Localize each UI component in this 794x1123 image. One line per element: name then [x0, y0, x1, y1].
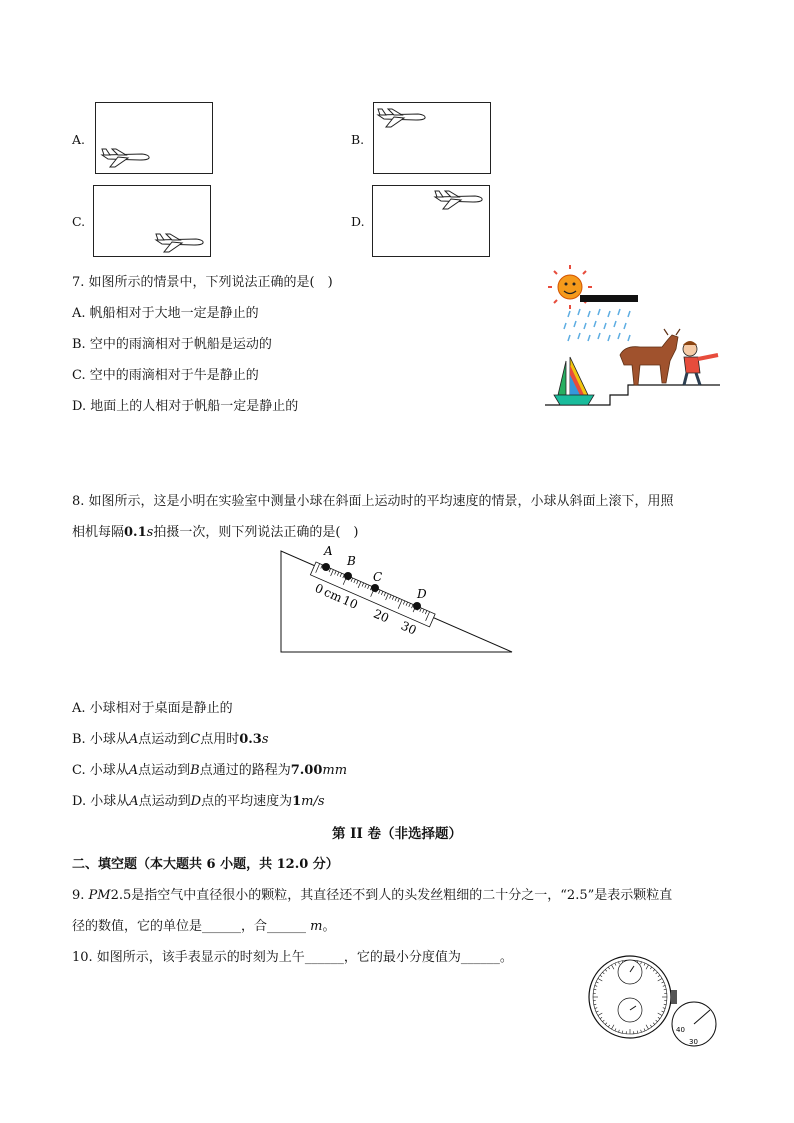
q9-l2-mid: ，合: [241, 919, 268, 934]
q8-d-mid: 点运动到: [138, 794, 191, 809]
q8-b-mid: 点运动到: [138, 732, 191, 747]
q8-stem-line2: [72, 521, 358, 540]
cloud-icon: [580, 295, 638, 302]
q7-option-d: D. 地面上的人相对于帆船一定是静止的: [72, 399, 299, 414]
q9-blank-1[interactable]: ______: [202, 919, 242, 934]
option-c-label: C.: [72, 214, 86, 229]
option-b-frame: [373, 102, 491, 174]
q10-mid: ，它的最小分度值为: [343, 950, 461, 965]
option-d-frame: [372, 185, 490, 257]
airplane-icon: [96, 103, 212, 173]
q7-option-b: B. 空中的雨滴相对于帆船是运动的: [72, 337, 272, 352]
q8-option-b: [72, 728, 269, 747]
section-2-title: 第 II 卷（非选择题）: [331, 826, 463, 842]
dial-label-40: 40: [676, 1026, 685, 1034]
q8-c-mid: 点运动到: [138, 763, 191, 778]
q8-c-unit: mm: [322, 763, 348, 778]
q9-pm: PM: [88, 888, 111, 903]
q9-line1: [72, 884, 672, 903]
q8-d-point2: D: [190, 794, 202, 809]
q8-c-point2: B: [190, 763, 200, 778]
q8-c-pre: C. 小球从: [72, 763, 129, 778]
q8-d-point1: A: [129, 794, 139, 809]
ruler-unit-label: cm: [321, 584, 345, 606]
q10-blank-1[interactable]: ______: [304, 950, 344, 965]
q8-b-pre: B. 小球从: [72, 732, 129, 747]
option-a-frame: [95, 102, 213, 174]
q10-blank-2[interactable]: ______: [460, 950, 500, 965]
q8-option-d: [72, 790, 325, 809]
q7-scene-figure: [540, 265, 725, 420]
q8-incline-figure: [278, 543, 518, 658]
option-a-label: A.: [72, 132, 86, 147]
ruler-tick-30: 30: [398, 618, 419, 638]
q8-option-c: [72, 759, 347, 778]
dial-label-30: 30: [689, 1038, 698, 1046]
sailboat-icon: [554, 357, 594, 405]
q9-unit: m: [310, 919, 323, 934]
q8-option-a: A. 小球相对于桌面是静止的: [72, 701, 233, 716]
q9-line2: [72, 915, 336, 934]
ball-d: [413, 602, 421, 610]
q10-line: [72, 946, 513, 965]
q8-d-unit: m/s: [301, 794, 325, 809]
q10-pre: 10. 如图所示，该手表显示的时刻为上午: [72, 950, 305, 965]
q10-end: 。: [499, 950, 513, 965]
q8-b-point2: C: [190, 732, 201, 747]
q8-c-value: 7.00: [290, 763, 323, 778]
q8-stem-post: 拍摄一次，则下列说法正确的是( ): [153, 525, 359, 540]
q8-d-value: 1: [292, 794, 302, 809]
q9-l2-pre: 径的数值，它的单位是: [72, 919, 203, 934]
ruler-tick-10: 10: [340, 592, 360, 612]
q8-b-unit: s: [261, 732, 269, 747]
option-b-label: B.: [351, 132, 365, 147]
stopwatch-icon: [589, 956, 677, 1038]
q8-d-pre: D. 小球从: [72, 794, 130, 809]
point-a-label: A: [324, 544, 333, 558]
q9-number: 9.: [72, 888, 89, 903]
option-d-label: D.: [351, 214, 365, 229]
q9-end: 。: [322, 919, 336, 934]
q8-c-post: 点通过的路程为: [199, 763, 291, 778]
airplane-icon: [373, 186, 489, 256]
q8-b-point1: A: [128, 732, 139, 747]
q8-b-post: 点用时: [200, 732, 240, 747]
q7-stem: 7. 如图所示的情景中，下列说法正确的是( ): [72, 275, 333, 290]
q8-interval-value: 0.1: [124, 525, 147, 540]
q8-b-value: 0.3: [239, 732, 262, 747]
q8-stem-line1: 8. 如图所示，这是小明在实验室中测量小球在斜面上运动时的平均速度的情景，小球从斜面上滚下，用照: [72, 494, 674, 509]
point-d-label: D: [417, 587, 427, 601]
point-c-label: C: [373, 570, 383, 584]
ball-c: [371, 584, 379, 592]
seconds-dial-icon: [672, 1002, 716, 1046]
q9-blank-2[interactable]: ______: [267, 919, 307, 934]
q7-option-c: C. 空中的雨滴相对于牛是静止的: [72, 368, 259, 383]
q9-text: 2.5是指空气中直径很小的颗粒，其直径还不到人的头发丝粗细的二十分之一，“2.5”是表示颗粒直: [110, 888, 673, 903]
ruler-zero-label: 0: [312, 580, 326, 597]
ruler-tick-20: 20: [371, 606, 392, 626]
q8-stem-pre: 相机每隔: [72, 525, 125, 540]
rain-icon: [564, 309, 630, 341]
ball-a: [322, 563, 330, 571]
airplane-icon: [374, 103, 490, 173]
stopwatch-figure: [588, 950, 728, 1050]
q8-c-point1: A: [128, 763, 139, 778]
airplane-icon: [94, 186, 210, 256]
q8-interval-unit: s: [146, 525, 154, 540]
option-c-frame: [93, 185, 211, 257]
q7-option-a: A. 帆船相对于大地一定是静止的: [72, 306, 259, 321]
person-icon: [683, 341, 718, 385]
section-2-heading: 二、填空题（本大题共 6 小题，共 12.0 分）: [72, 857, 339, 872]
sun-icon: [548, 265, 592, 309]
point-b-label: B: [347, 554, 356, 568]
ball-b: [344, 572, 352, 580]
q8-d-post: 点的平均速度为: [201, 794, 293, 809]
